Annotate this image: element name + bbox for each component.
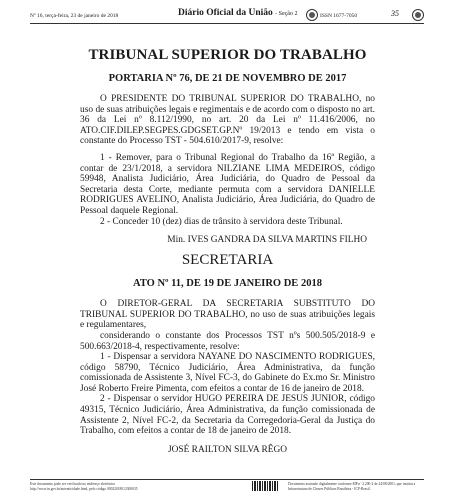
ato-signature: JOSÉ RAILTON SILVA RÊGO <box>167 444 288 455</box>
ato-item-2: 2 - Dispensar o servidor HUGO PEREIRA DE JESUS JUNIOR, código 49315, Técnico Judiciário, Área Administrativa, da função comissionada de Assistente 2, Nível FC-2, da Secretaria da Corregedoria-Geral da Justiça do Trabalho, com efeitos a contar de 18 de janeiro de 2018. <box>80 394 375 437</box>
ato-item-1: 1 - Dispensar a servidora NAYANE DO NASCIMENTO RODRIGUES, código 58790, Técnico Judiciário, Área Administrativa, da função comissionada de Assistente 3, Nível FC-3, do Gabinete do Ex.mo Sr. Ministro José Roberto Freire Pimenta, com efeitos a contar de 16 de janeiro de 2018. <box>80 352 375 394</box>
section-title: SECRETARIA <box>181 252 274 269</box>
barcode-icon <box>252 481 278 491</box>
journal-title <box>178 10 297 18</box>
imprensa-seal-icon <box>412 9 424 21</box>
ato-intro: O DIRETOR-GERAL DA SECRETARIA SUBSTITUTO DO TRIBUNAL SUPERIOR DO TRABALHO, no uso de suas atribuições legais e regulamentares, <box>80 299 375 331</box>
issue-info: Nº 16, terça-feira, 23 de janeiro de 2018 <box>30 13 119 19</box>
portaria-title: PORTARIA Nº 76, DE 21 DE NOVEMBRO DE 2017 <box>108 73 347 84</box>
institution-title: TRIBUNAL SUPERIOR DO TRABALHO <box>88 47 367 63</box>
document-body <box>80 47 375 456</box>
ato-considerando: considerando o constante dos Processos TST nºs 500.505/2018-9 e 500.663/2018-4, respectivamente, resolve: <box>80 330 375 352</box>
footer-signature-note: Documento assinado digitalmente conforme MP nº 2.200-2 de 24/08/2001, que institui a Infraestrutura de Chaves Públicas Brasileira - ICP-Brasil. <box>288 482 416 491</box>
journal-name: Diário Oficial da União <box>178 8 273 18</box>
portaria-item-1: 1 - Remover, para o Tribunal Regional do Trabalho da 16ª Região, a contar de 23/1/2018, a servidora NILZIANE LIMA MEDEIROS, código 59948, Analista Judiciário, Área Judiciária, do Quadro de Pessoal da Secretaria desta Corte, mediante permuta com a servidora DANIELLE RODRIGUES AVELINO, Analista Judiciário, Área Judiciária, do Quadro de Pessoal daquele Regional. <box>80 152 375 216</box>
footer-rule <box>30 479 424 480</box>
page-header <box>30 9 424 31</box>
portaria-signature: Min. IVES GANDRA DA SILVA MARTINS FILHO <box>167 235 367 246</box>
portaria-intro: O PRESIDENTE DO TRIBUNAL SUPERIOR DO TRABALHO, no uso de suas atribuições legais e regimentais e de acordo com o disposto no art. 36 da Lei nº 8.112/1990, no art. 20 da Lei nº 11.416/2006, no ATO.CIF.DILEP.SEGPES.GDGSET.GP.Nº 19/2013 e tendo em vista o constante do Processo TST - 504.610/2017-9, resolve: <box>80 94 375 147</box>
portaria-item-2: 2 - Conceder 10 (dez) dias de trânsito à servidora deste Tribunal. <box>100 216 343 227</box>
journal-section: - Seção 2 <box>275 11 298 17</box>
ato-title: ATO Nº 11, DE 19 DE JANEIRO DE 2018 <box>133 278 322 290</box>
footer-verification: Este documento pode ser verificado no endereço eletrônico http://www.in.gov.br/autenticidade.html, pelo código 00022018012300035 <box>30 482 138 491</box>
coat-of-arms-icon <box>306 9 318 21</box>
issn: ISSN 1677-7050 <box>320 13 358 19</box>
page-number: 35 <box>391 9 399 18</box>
header-rule <box>30 23 424 24</box>
